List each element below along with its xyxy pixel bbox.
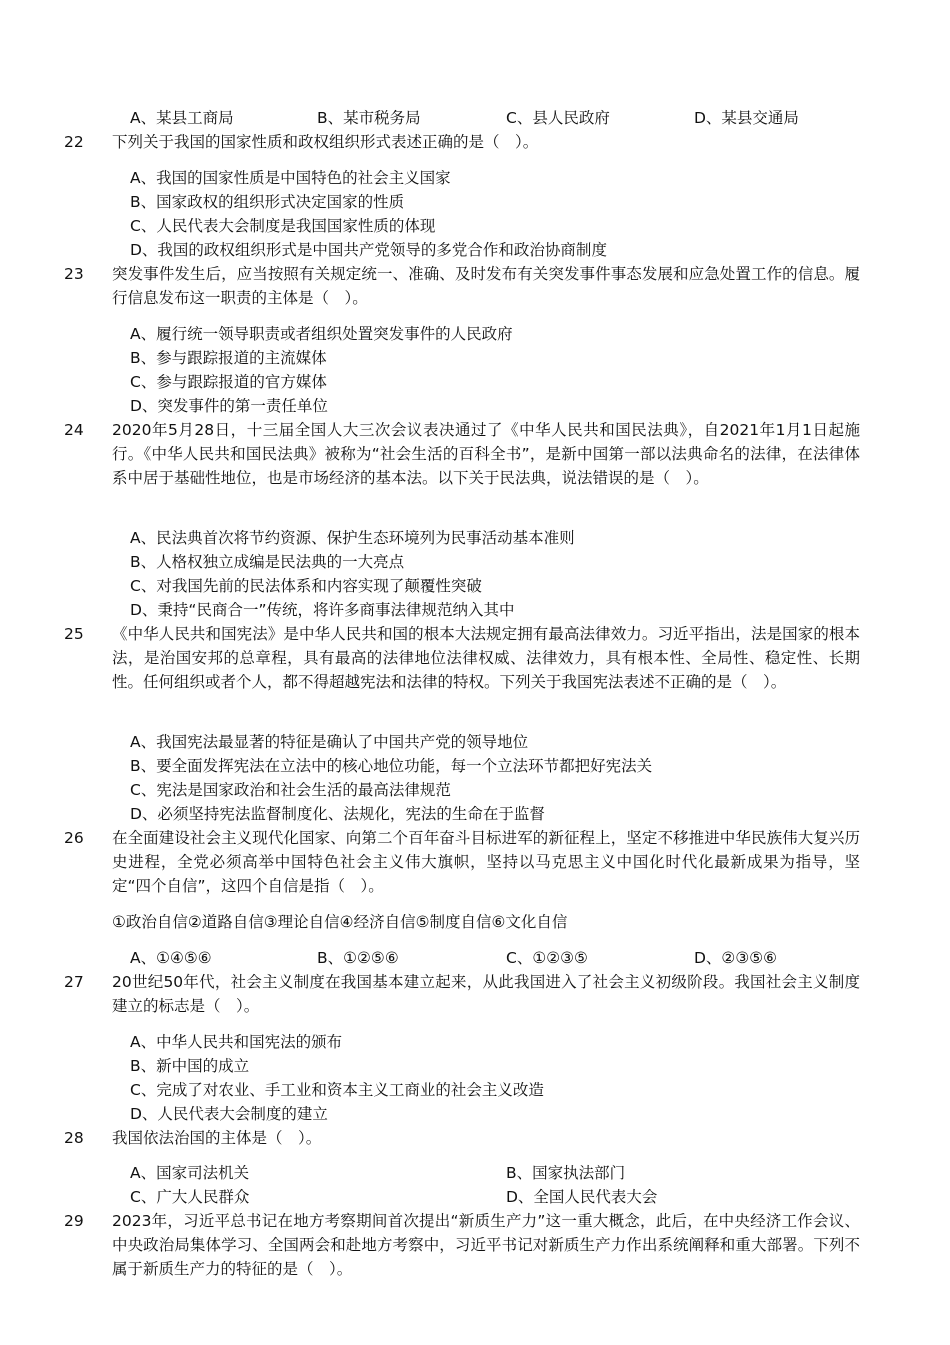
option-a: A、我国的国家性质是中国特色的社会主义国家	[130, 169, 451, 187]
question-text: 《中华人民共和国宪法》是中华人民共和国的根本大法规定拥有最高法律效力。习近平指出，法是国家的根本法，是治国安邦的总章程，具有最高的法律地位法律权威、法律效力，具有根本性、全局性、稳定性、长期性。任何组织或者个人，都不得超越宪法和法律的特权。下列关于我国宪法表述不正确的是（ ）。	[112, 625, 860, 691]
option-d: D、全国人民代表大会	[506, 1188, 658, 1206]
question-text: 突发事件发生后，应当按照有关规定统一、准确、及时发布有关突发事件事态发展和应急处置工作的信息。履行信息发布这一职责的主体是（ ）。	[112, 265, 860, 307]
option-d: D、秉持“民商合一”传统，将许多商事法律规范纳入其中	[130, 601, 515, 619]
option-b: B、国家执法部门	[506, 1164, 626, 1182]
option-b: B、参与跟踪报道的主流媒体	[130, 349, 327, 367]
question-number: 28	[64, 1129, 84, 1147]
question-number: 27	[64, 973, 84, 991]
option-d: D、必须坚持宪法监督制度化、法规化，宪法的生命在于监督	[130, 805, 545, 823]
option-b: B、①②⑤⑥	[317, 949, 399, 967]
options-row	[130, 1186, 890, 1208]
option-b: B、某市税务局	[317, 109, 421, 127]
option-d: D、②③⑤⑥	[694, 949, 778, 967]
question-number: 24	[64, 421, 84, 439]
option-d: D、突发事件的第一责任单位	[130, 397, 328, 415]
option-c: C、①②③⑤	[506, 949, 588, 967]
option-a: A、履行统一领导职责或者组织处置突发事件的人民政府	[130, 325, 513, 343]
question-text: 在全面建设社会主义现代化国家、向第二个百年奋斗目标进军的新征程上，坚定不移推进中华民族伟大复兴历史进程，全党必须高举中国特色社会主义伟大旗帜，坚持以马克思主义中国化时代化最新成果为指导，坚定“四个自信”，这四个自信是指（ ）。	[112, 829, 860, 895]
question-text: 我国依法治国的主体是（ ）。	[112, 1129, 322, 1147]
option-b: B、新中国的成立	[130, 1057, 250, 1075]
question-text: 20世纪50年代，社会主义制度在我国基本建立起来，从此我国进入了社会主义初级阶段。我国社会主义制度建立的标志是（ ）。	[112, 973, 860, 1015]
top-options-row	[130, 107, 890, 129]
option-a: A、中华人民共和国宪法的颁布	[130, 1033, 343, 1051]
option-a: A、某县工商局	[130, 109, 234, 127]
option-b: B、要全面发挥宪法在立法中的核心地位功能，每一个立法环节都把好宪法关	[130, 757, 653, 775]
option-c: C、完成了对农业、手工业和资本主义工商业的社会主义改造	[130, 1081, 544, 1099]
option-a: A、我国宪法最显著的特征是确认了中国共产党的领导地位	[130, 733, 529, 751]
question-number: 29	[64, 1212, 84, 1230]
question-text: 2023年，习近平总书记在地方考察期间首次提出“新质生产力”这一重大概念，此后，在中央经济工作会议、中央政治局集体学习、全国两会和赴地方考察中，习近平书记对新质生产力作出系统阐释和重大部署。下列不属于新质生产力的特征的是（ ）。	[112, 1212, 860, 1278]
option-d: D、某县交通局	[694, 109, 799, 127]
option-c: C、参与跟踪报道的官方媒体	[130, 373, 327, 391]
option-b: B、国家政权的组织形式决定国家的性质	[130, 193, 405, 211]
option-d: D、人民代表大会制度的建立	[130, 1105, 328, 1123]
question-statements: ①政治自信②道路自信③理论自信④经济自信⑤制度自信⑥文化自信	[112, 913, 568, 931]
question-text: 2020年5月28日，十三届全国人大三次会议表决通过了《中华人民共和国民法典》，自2021年1月1日起施行。《中华人民共和国民法典》被称为“社会生活的百科全书”，是新中国第一部以法典命名的法律，在法律体系中居于基础性地位，也是市场经济的基本法。以下关于民法典，说法错误的是（ ）。	[112, 421, 860, 487]
question-number: 22	[64, 133, 84, 151]
option-a: A、国家司法机关	[130, 1164, 250, 1182]
option-c: C、对我国先前的民法体系和内容实现了颠覆性突破	[130, 577, 482, 595]
options-row	[130, 947, 890, 969]
option-d: D、我国的政权组织形式是中国共产党领导的多党合作和政治协商制度	[130, 241, 607, 259]
option-c: C、宪法是国家政治和社会生活的最高法律规范	[130, 781, 451, 799]
option-c: C、广大人民群众	[130, 1188, 250, 1206]
option-b: B、人格权独立成编是民法典的一大亮点	[130, 553, 405, 571]
question-number: 26	[64, 829, 84, 847]
option-a: A、民法典首次将节约资源、保护生态环境列为民事活动基本准则	[130, 529, 575, 547]
question-number: 23	[64, 265, 84, 283]
question-text: 下列关于我国的国家性质和政权组织形式表述正确的是（ ）。	[112, 133, 539, 151]
option-c: C、人民代表大会制度是我国国家性质的体现	[130, 217, 436, 235]
question-number: 25	[64, 625, 84, 643]
option-a: A、①④⑤⑥	[130, 949, 212, 967]
option-c: C、县人民政府	[506, 109, 610, 127]
options-row	[130, 1162, 890, 1184]
